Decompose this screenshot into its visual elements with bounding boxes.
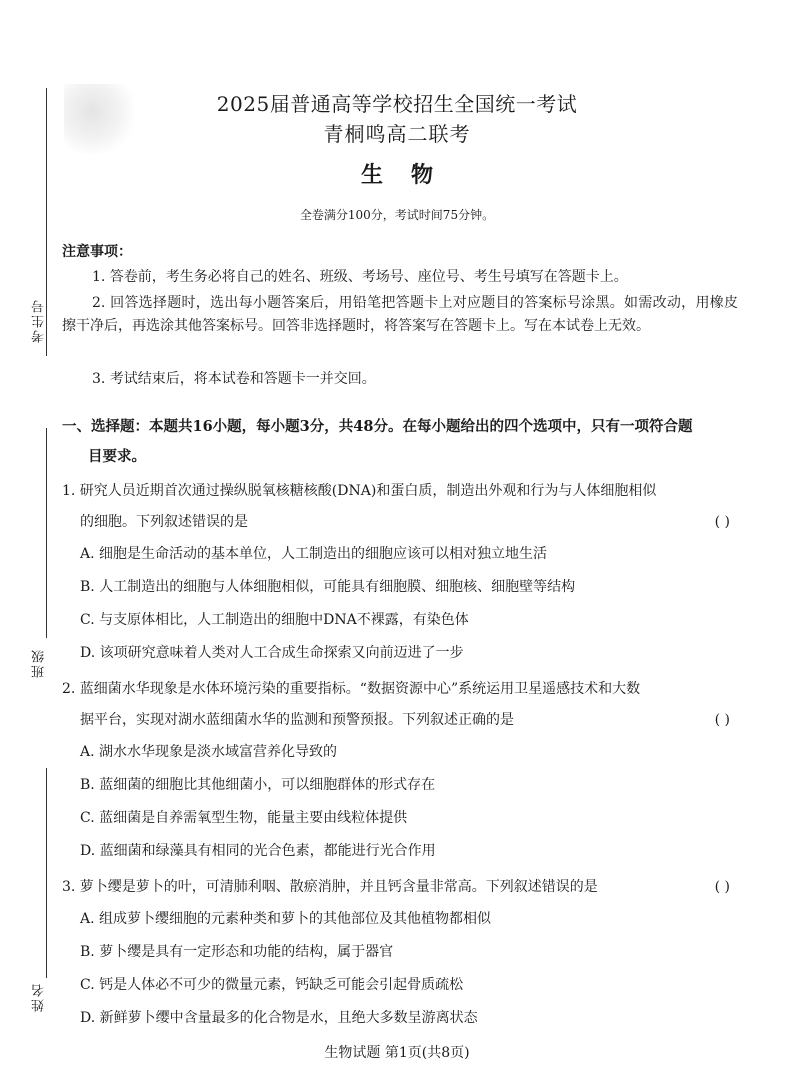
section-heading-line1: 一、选择题：本题共16小题，每小题3分，共48分。在每小题给出的四个选项中，只有一项符合题 [62,418,693,435]
question-stem-text: 3. 萝卜缨是萝卜的叶，可清肺利咽、散瘀消肿，并且钙含量非常高。下列叙述错误的是 [62,879,598,895]
answer-paren: ( ) [714,712,730,728]
question-1 [62,476,738,670]
answer-paren: ( ) [714,879,730,895]
note-item: 3. 考试结束后，将本试卷和答题卡一并交回。 [92,371,376,387]
option-b: B. 蓝细菌的细胞比其他细菌小，可以细胞群体的形式存在 [80,777,436,793]
note-item: 2. 回答选择题时，选出每小题答案后，用铅笔把答题卡上对应题目的答案标号涂黑。如需改动，用橡皮擦干净后，再选涂其他答案标号。回答非选择题时，将答案写在答题卡上。写在本试卷上无效。 [62,295,738,334]
option-b: B. 萝卜缨是具有一定形态和功能的结构，属于器官 [80,944,394,960]
subject-title: 生物 [360,162,461,188]
margin-line-middle [46,428,47,638]
exam-number-label: 考生号 [32,298,47,343]
page-footer: 生物试题 第1页(共8页) [324,1045,470,1061]
notes-title: 注意事项： [62,244,132,260]
option-a: A. 组成萝卜缨细胞的元素种类和萝卜的其他部位及其他植物都相似 [80,911,492,927]
question-stem-text: 的细胞。下列叙述错误的是 [80,514,248,530]
question-stem: 2. 蓝细菌水华现象是水体环境污染的重要指标。“数据资源中心”系统运用卫星遥感技术和大数 [62,681,641,697]
option-d: D. 新鲜萝卜缨中含量最多的化合物是水，且绝大多数呈游离状态 [80,1010,478,1026]
option-c: C. 钙是人体必不可少的微量元素，钙缺乏可能会引起骨质疏松 [80,977,464,993]
question-stem-continued [62,705,738,736]
section-heading [62,412,738,472]
name-label: 姓名 [32,982,47,1012]
question-3 [62,872,738,1035]
exam-subtitle: 青桐鸣高二联考 [323,122,471,146]
margin-line-bottom [46,768,47,978]
exam-title: 2025届普通高等学校招生全国统一考试 [216,92,578,116]
option-d: D. 该项研究意味着人类对人工合成生命探索又向前迈进了一步 [80,645,464,661]
question-2 [62,674,738,868]
score-time-note: 全卷满分100分，考试时间75分钟。 [299,208,495,222]
note-item: 1. 答卷前，考生务必将自己的姓名、班级、考场号、座位号、考生号填写在答题卡上。 [92,269,628,285]
option-d: D. 蓝细菌和绿藻具有相同的光合色素，都能进行光合作用 [80,843,436,859]
option-a: A. 湖水水华现象是淡水域富营养化导致的 [80,744,338,760]
question-stem-continued [62,507,738,538]
option-b: B. 人工制造出的细胞与人体细胞相似，可能具有细胞膜、细胞核、细胞壁等结构 [80,579,576,595]
question-stem [62,872,738,903]
question-stem-text: 据平台，实现对湖水蓝细菌水华的监测和预警预报。下列叙述正确的是 [80,712,514,728]
option-a: A. 细胞是生命活动的基本单位，人工制造出的细胞应该可以相对独立地生活 [80,546,548,562]
answer-paren: ( ) [714,514,730,530]
question-stem: 1. 研究人员近期首次通过操纵脱氧核糖核酸(DNA)和蛋白质，制造出外观和行为与人体细胞相似 [62,483,657,499]
section-heading-line2: 目要求。 [88,448,146,465]
class-label: 班级 [32,648,47,678]
option-c: C. 与支原体相比，人工制造出的细胞中DNA不裸露，有染色体 [80,612,469,628]
option-c: C. 蓝细菌是自养需氧型生物，能量主要由线粒体提供 [80,810,408,826]
